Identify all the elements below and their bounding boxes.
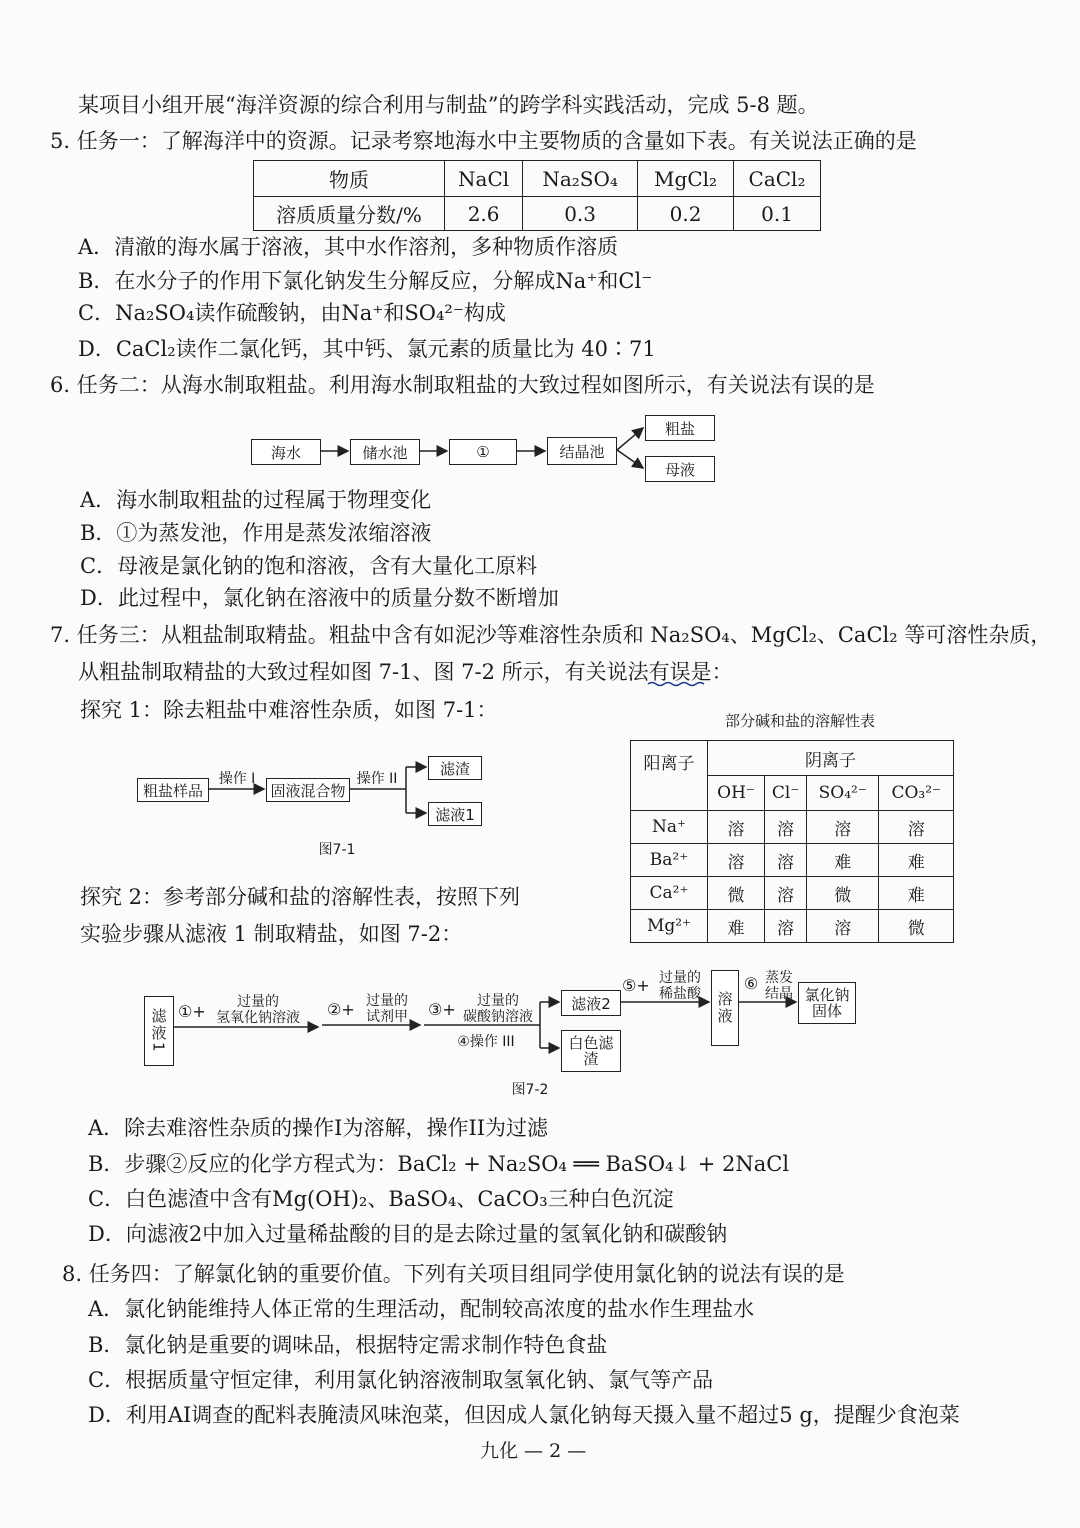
sol-th-cation: 阳离子 bbox=[631, 741, 708, 811]
fig72-box-filtrate1: 滤液1 bbox=[144, 996, 174, 1066]
sol-cell: 难 bbox=[708, 910, 765, 943]
q5-th-na2so4: Na₂SO₄ bbox=[523, 161, 638, 197]
fig72-box-product: 氯化钠固体 bbox=[798, 982, 856, 1024]
q8-stem: 8. 任务四：了解氯化钠的重要价值。下列有关项目组同学使用氯化钠的说法有误的是 bbox=[62, 1262, 845, 1286]
sol-th-co3: CO₃²⁻ bbox=[879, 776, 954, 811]
sol-cell: 难 bbox=[879, 844, 954, 877]
sol-cation-ba: Ba²⁺ bbox=[631, 844, 708, 877]
fig72-s1-bot: 氢氧化钠溶液 bbox=[216, 1010, 300, 1026]
q5-th-mgcl2: MgCl₂ bbox=[638, 161, 734, 197]
q6-option-b: B．①为蒸发池，作用是蒸发浓缩溶液 bbox=[80, 521, 432, 545]
fig72-s2-bot: 试剂甲 bbox=[366, 1009, 408, 1025]
page-footer: 九化 — 2 — bbox=[480, 1440, 587, 1462]
fig72-caption: 图7-2 bbox=[511, 1082, 549, 1098]
q5-option-a: A．清澈的海水属于溶液，其中水作溶剂，多种物质作溶质 bbox=[78, 235, 619, 259]
sol-th-oh: OH⁻ bbox=[708, 776, 765, 811]
sol-th-anion: 阴离子 bbox=[708, 741, 954, 776]
q5-td-cacl2: 0.1 bbox=[734, 197, 821, 231]
q6-option-c: C．母液是氯化钠的饱和溶液，含有大量化工原料 bbox=[80, 554, 538, 578]
sol-cell: 溶 bbox=[765, 811, 807, 844]
q7-explore1: 探究 1：除去粗盐中难溶性杂质，如图 7-1： bbox=[80, 698, 498, 722]
fig71-box-sample: 粗盐样品 bbox=[137, 778, 209, 802]
q8-option-b: B．氯化钠是重要的调味品，根据特定需求制作特色食盐 bbox=[88, 1333, 608, 1357]
sol-cell: 微 bbox=[708, 877, 765, 910]
fig72-s5-top: 过量的 bbox=[659, 970, 701, 986]
q5-td-nacl: 2.6 bbox=[445, 197, 523, 231]
intro-text: 某项目小组开展“海洋资源的综合利用与制盐”的跨学科实践活动，完成 5-8 题。 bbox=[78, 93, 819, 117]
sol-cell: 微 bbox=[879, 910, 954, 943]
q6-box-mother-liquor: 母液 bbox=[645, 456, 715, 482]
fig72-s6-bot: 结晶 bbox=[765, 986, 793, 1002]
sol-cell: 溶 bbox=[806, 910, 878, 943]
sol-cell: 溶 bbox=[879, 811, 954, 844]
sol-th-cl: Cl⁻ bbox=[765, 776, 807, 811]
sol-cation-mg: Mg²⁺ bbox=[631, 910, 708, 943]
q6-option-a: A．海水制取粗盐的过程属于物理变化 bbox=[80, 488, 432, 512]
q5-option-c: C．Na₂SO₄读作硫酸钠，由Na⁺和SO₄²⁻构成 bbox=[78, 301, 506, 325]
fig71-op1: 操作 I bbox=[218, 771, 256, 787]
sol-cation-ca: Ca²⁺ bbox=[631, 877, 708, 910]
q5-td-label: 溶质质量分数/% bbox=[254, 197, 445, 231]
sol-cell: 溶 bbox=[708, 811, 765, 844]
q5-th-nacl: NaCl bbox=[445, 161, 523, 197]
q7-option-a: A．除去难溶性杂质的操作I为溶解，操作II为过滤 bbox=[88, 1116, 549, 1140]
wavy-underline bbox=[648, 683, 704, 686]
q5-option-b: B．在水分子的作用下氯化钠发生分解反应，分解成Na⁺和Cl⁻ bbox=[78, 269, 653, 293]
fig72-s2-top: 过量的 bbox=[366, 993, 408, 1009]
fig72-s4: ④操作 III bbox=[457, 1034, 515, 1050]
q5-td-na2so4: 0.3 bbox=[523, 197, 638, 231]
sol-cell: 溶 bbox=[806, 811, 878, 844]
q6-box-step1: ① bbox=[449, 439, 517, 465]
q6-box-reservoir: 储水池 bbox=[350, 439, 420, 465]
fig72-s6-top: 蒸发 bbox=[765, 970, 793, 986]
q8-option-d: D．利用AI调查的配料表腌渍风味泡菜，但因成人氯化钠每天摄入量不超过5 g，提醒少食泡菜 bbox=[88, 1403, 960, 1427]
sol-cell: 溶 bbox=[765, 844, 807, 877]
fig71-op2: 操作 II bbox=[356, 771, 398, 787]
fig72-s1-top: 过量的 bbox=[237, 994, 279, 1010]
q8-option-c: C．根据质量守恒定律，利用氯化钠溶液制取氢氧化钠、氯气等产品 bbox=[88, 1368, 714, 1392]
q6-box-seawater: 海水 bbox=[251, 439, 321, 465]
q6-stem: 6. 任务二：从海水制取粗盐。利用海水制取粗盐的大致过程如图所示，有关说法有误的是 bbox=[50, 373, 875, 397]
q6-arrow bbox=[617, 428, 643, 450]
q7-explore2-line2: 实验步骤从滤液 1 制取精盐，如图 7-2： bbox=[80, 922, 463, 946]
q7-explore2-line1: 探究 2：参考部分碱和盐的溶解性表，按照下列 bbox=[80, 885, 521, 909]
fig72-box-solution: 溶液 bbox=[711, 970, 739, 1046]
q5-th-substance: 物质 bbox=[254, 161, 445, 197]
sol-cell: 溶 bbox=[708, 844, 765, 877]
q5-td-mgcl2: 0.2 bbox=[638, 197, 734, 231]
q7-option-b: B．步骤②反应的化学方程式为：BaCl₂ + Na₂SO₄ ══ BaSO₄↓ + 2NaCl bbox=[88, 1152, 790, 1176]
q5-stem: 5. 任务一：了解海洋中的资源。记录考察地海水中主要物质的含量如下表。有关说法正确的是 bbox=[50, 129, 917, 153]
sol-cell: 难 bbox=[879, 877, 954, 910]
fig72-s3-top: 过量的 bbox=[477, 993, 519, 1009]
sol-cell: 溶 bbox=[765, 877, 807, 910]
fig72-s5-num: ⑤+ bbox=[622, 976, 650, 995]
sol-cell: 溶 bbox=[765, 910, 807, 943]
q6-arrow bbox=[617, 450, 643, 468]
sol-table-title: 部分碱和盐的溶解性表 bbox=[724, 712, 875, 730]
q8-option-a: A．氯化钠能维持人体正常的生理活动，配制较高浓度的盐水作生理盐水 bbox=[88, 1297, 755, 1321]
fig71-box-filtrate1: 滤液1 bbox=[428, 802, 482, 826]
fig72-box-white-residue: 白色滤渣 bbox=[561, 1030, 621, 1072]
q7-option-c: C．白色滤渣中含有Mg(OH)₂、BaSO₄、CaCO₃三种白色沉淀 bbox=[88, 1187, 674, 1211]
fig72-s2-num: ②+ bbox=[327, 1000, 355, 1019]
fig72-s6-num: ⑥ bbox=[743, 974, 759, 993]
q7-stem-line1: 7. 任务三：从粗盐制取精盐。粗盐中含有如泥沙等难溶性杂质和 Na₂SO₄、MgCl₂、CaCl₂ 等可溶性杂质， bbox=[50, 623, 1052, 647]
fig71-caption: 图7-1 bbox=[318, 842, 356, 858]
fig72-s1-num: ①+ bbox=[178, 1002, 206, 1021]
fig72-s3-num: ③+ bbox=[428, 1000, 456, 1019]
q6-box-crystallizer: 结晶池 bbox=[547, 437, 617, 465]
q6-box-crude-salt: 粗盐 bbox=[645, 415, 715, 441]
sol-cation-na: Na⁺ bbox=[631, 811, 708, 844]
fig71-box-residue: 滤渣 bbox=[428, 756, 482, 780]
fig72-s5-bot: 稀盐酸 bbox=[659, 986, 701, 1002]
fig72-s3-bot: 碳酸钠溶液 bbox=[463, 1009, 533, 1025]
fig71-box-mixture: 固液混合物 bbox=[266, 778, 350, 802]
q7-option-d: D．向滤液2中加入过量稀盐酸的目的是去除过量的氢氧化钠和碳酸钠 bbox=[88, 1222, 728, 1246]
fig72-box-filtrate2: 滤液2 bbox=[561, 990, 621, 1016]
q5-option-d: D．CaCl₂读作二氯化钙，其中钙、氯元素的质量比为 40∶71 bbox=[78, 337, 656, 361]
q5-th-cacl2: CaCl₂ bbox=[734, 161, 821, 197]
sol-cell: 微 bbox=[806, 877, 878, 910]
sol-cell: 难 bbox=[806, 844, 878, 877]
q7-stem-line2: 从粗盐制取精盐的大致过程如图 7-1、图 7-2 所示，有关说法有误是： bbox=[78, 660, 733, 684]
sol-th-so4: SO₄²⁻ bbox=[806, 776, 878, 811]
q6-option-d: D．此过程中，氯化钠在溶液中的质量分数不断增加 bbox=[80, 586, 559, 610]
